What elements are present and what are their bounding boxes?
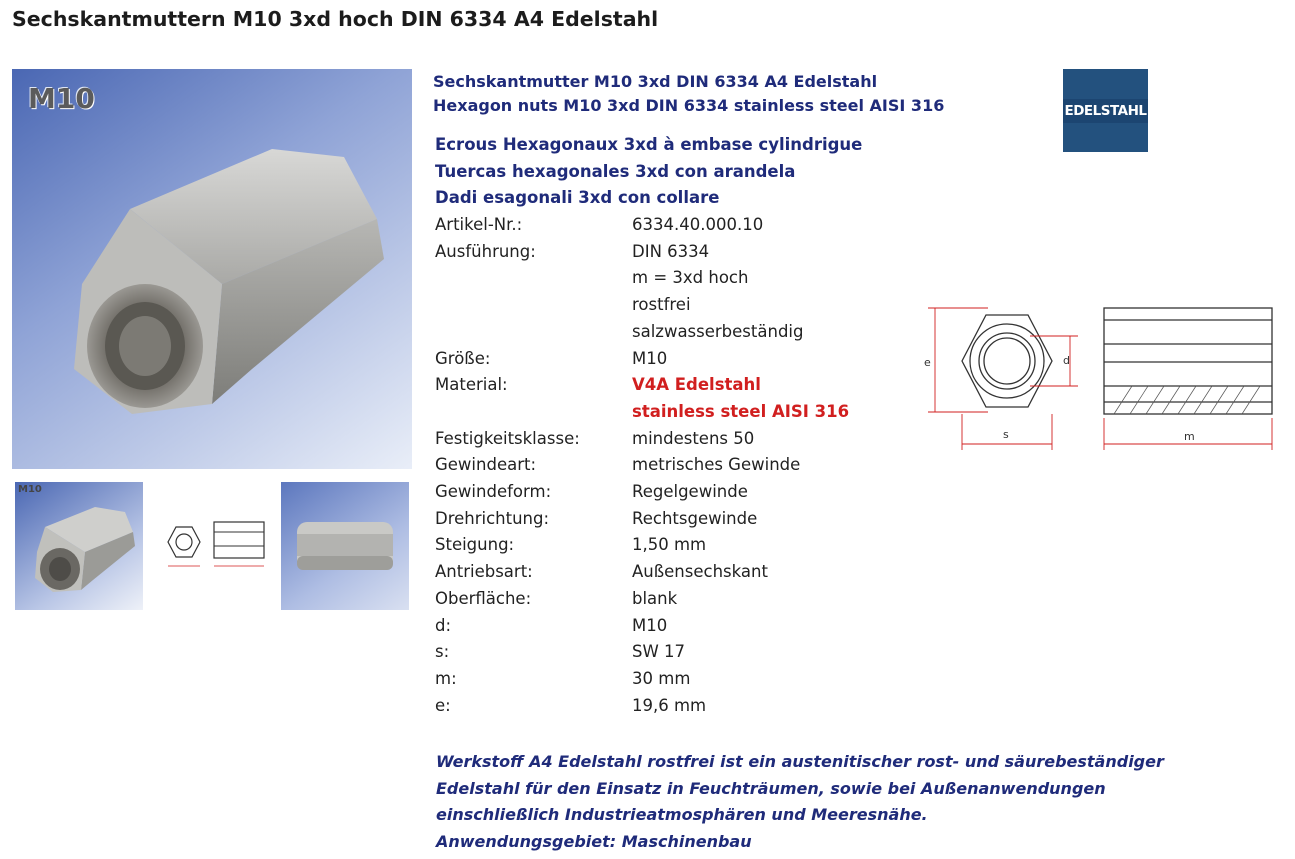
spec-row (435, 639, 849, 666)
thumbnail-size-badge: M10 (18, 484, 42, 495)
edelstahl-logo (1063, 69, 1148, 152)
spec-label: Antriebsart: (435, 562, 533, 582)
spec-label: s: (435, 642, 450, 662)
dim-label-d: d (1063, 354, 1070, 367)
intro-german: Sechskantmutter M10 3xd DIN 6334 A4 Edelstahl (433, 72, 878, 91)
thumbnail-drawing[interactable] (148, 482, 276, 610)
spec-row (435, 452, 849, 479)
spec-value: stainless steel AISI 316 (632, 401, 850, 421)
dim-label-m: m (1184, 430, 1195, 443)
spec-value-cell (632, 666, 849, 693)
spec-row (435, 372, 849, 425)
technical-drawing (918, 296, 1278, 456)
translation-italian: Dadi esagonali 3xd con collare (435, 188, 720, 207)
spec-label: d: (435, 615, 452, 635)
spec-value-cell (632, 613, 849, 640)
description-application: Anwendungsgebiet: Maschinenbau (436, 831, 752, 851)
spec-value: 6334.40.000.10 (632, 215, 764, 234)
spec-value-cell (632, 452, 849, 479)
spec-value-cell (632, 586, 849, 613)
page-title: Sechskantmuttern M10 3xd hoch DIN 6334 A4 Edelstahl (12, 7, 659, 31)
nut-photo-icon (15, 482, 143, 610)
technical-drawing-icon (148, 482, 276, 610)
spec-value: DIN 6334 (632, 241, 710, 261)
spec-row (435, 346, 849, 373)
spec-value: rostfrei (632, 295, 691, 315)
spec-value: mindestens 50 (632, 428, 755, 448)
spec-row (435, 426, 849, 453)
spec-row (435, 586, 849, 613)
spec-row (435, 212, 849, 239)
spec-value: Rechtsgewinde (632, 508, 758, 528)
spec-label: e: (435, 695, 451, 715)
intro-english: Hexagon nuts M10 3xd DIN 6334 stainless steel AISI 316 (433, 96, 945, 115)
spec-value-cell (632, 372, 849, 425)
translations (435, 132, 862, 212)
spec-label: Artikel-Nr.: (435, 215, 523, 234)
spec-label: Größe: (435, 348, 491, 368)
spec-label: m: (435, 668, 457, 688)
spec-value: M10 (632, 615, 668, 635)
translation-french: Ecrous Hexagonaux 3xd à embase cylindrigue (435, 135, 863, 154)
spec-label: Steigung: (435, 535, 515, 555)
spec-value: metrisches Gewinde (632, 455, 801, 475)
spec-value: 19,6 mm (632, 695, 707, 715)
translation-spanish: Tuercas hexagonales 3xd con arandela (435, 161, 796, 181)
spec-value: SW 17 (632, 642, 686, 662)
spec-table (435, 212, 849, 719)
spec-value-cell (632, 346, 849, 373)
spec-value: Außensechskant (632, 562, 768, 582)
spec-label: Oberfläche: (435, 588, 532, 608)
spec-row (435, 506, 849, 533)
spec-label: Material: (435, 375, 508, 395)
description-line-1: Werkstoff A4 Edelstahl rostfrei ist ein austenitischer rost- und säurebeständiger (436, 752, 1164, 771)
spec-label: Drehrichtung: (435, 508, 550, 528)
spec-value: V4A Edelstahl (632, 375, 761, 395)
spec-value-cell (632, 639, 849, 666)
spec-row (435, 532, 849, 559)
spec-value: salzwasserbeständig (632, 321, 804, 341)
spec-value-cell (632, 693, 849, 720)
spec-value-cell (632, 506, 849, 533)
size-badge: M10 (28, 82, 95, 115)
spec-value-cell (632, 532, 849, 559)
spec-label: Gewindeart: (435, 455, 537, 475)
spec-value-cell (632, 212, 849, 239)
spec-row (435, 613, 849, 640)
product-main-image[interactable] (12, 69, 412, 469)
spec-value-cell (632, 479, 849, 506)
spec-value-cell (632, 426, 849, 453)
spec-label: Ausführung: (435, 241, 536, 261)
spec-row (435, 693, 849, 720)
spec-value: m = 3xd hoch (632, 268, 749, 288)
spec-value: blank (632, 588, 678, 608)
spec-value: M10 (632, 348, 668, 368)
logo-text: EDELSTAHL (1063, 99, 1148, 123)
description-line-3: einschließlich Industrieatmosphären und Meeresnähe. (436, 805, 928, 824)
thumbnail-side-photo[interactable] (281, 482, 409, 610)
spec-label: Gewindeform: (435, 482, 552, 502)
spec-value: Regelgewinde (632, 482, 748, 502)
spec-row (435, 479, 849, 506)
spec-value-cell (632, 559, 849, 586)
nut-side-photo-icon (281, 482, 409, 610)
spec-row (435, 239, 849, 346)
product-intro (433, 70, 944, 118)
spec-value: 1,50 mm (632, 535, 707, 555)
spec-value: 30 mm (632, 668, 691, 688)
description-line-2: Edelstahl für den Einsatz in Feuchträumen, sowie bei Außenanwendungen (436, 778, 1106, 798)
hex-nut-illustration (12, 69, 412, 469)
spec-row (435, 559, 849, 586)
dim-label-s: s (1003, 428, 1009, 441)
spec-label: Festigkeitsklasse: (435, 428, 580, 448)
material-description (436, 749, 1164, 855)
spec-row (435, 666, 849, 693)
dim-label-e: e (924, 356, 931, 369)
spec-value-cell (632, 239, 849, 346)
thumbnail-photo[interactable] (15, 482, 143, 610)
